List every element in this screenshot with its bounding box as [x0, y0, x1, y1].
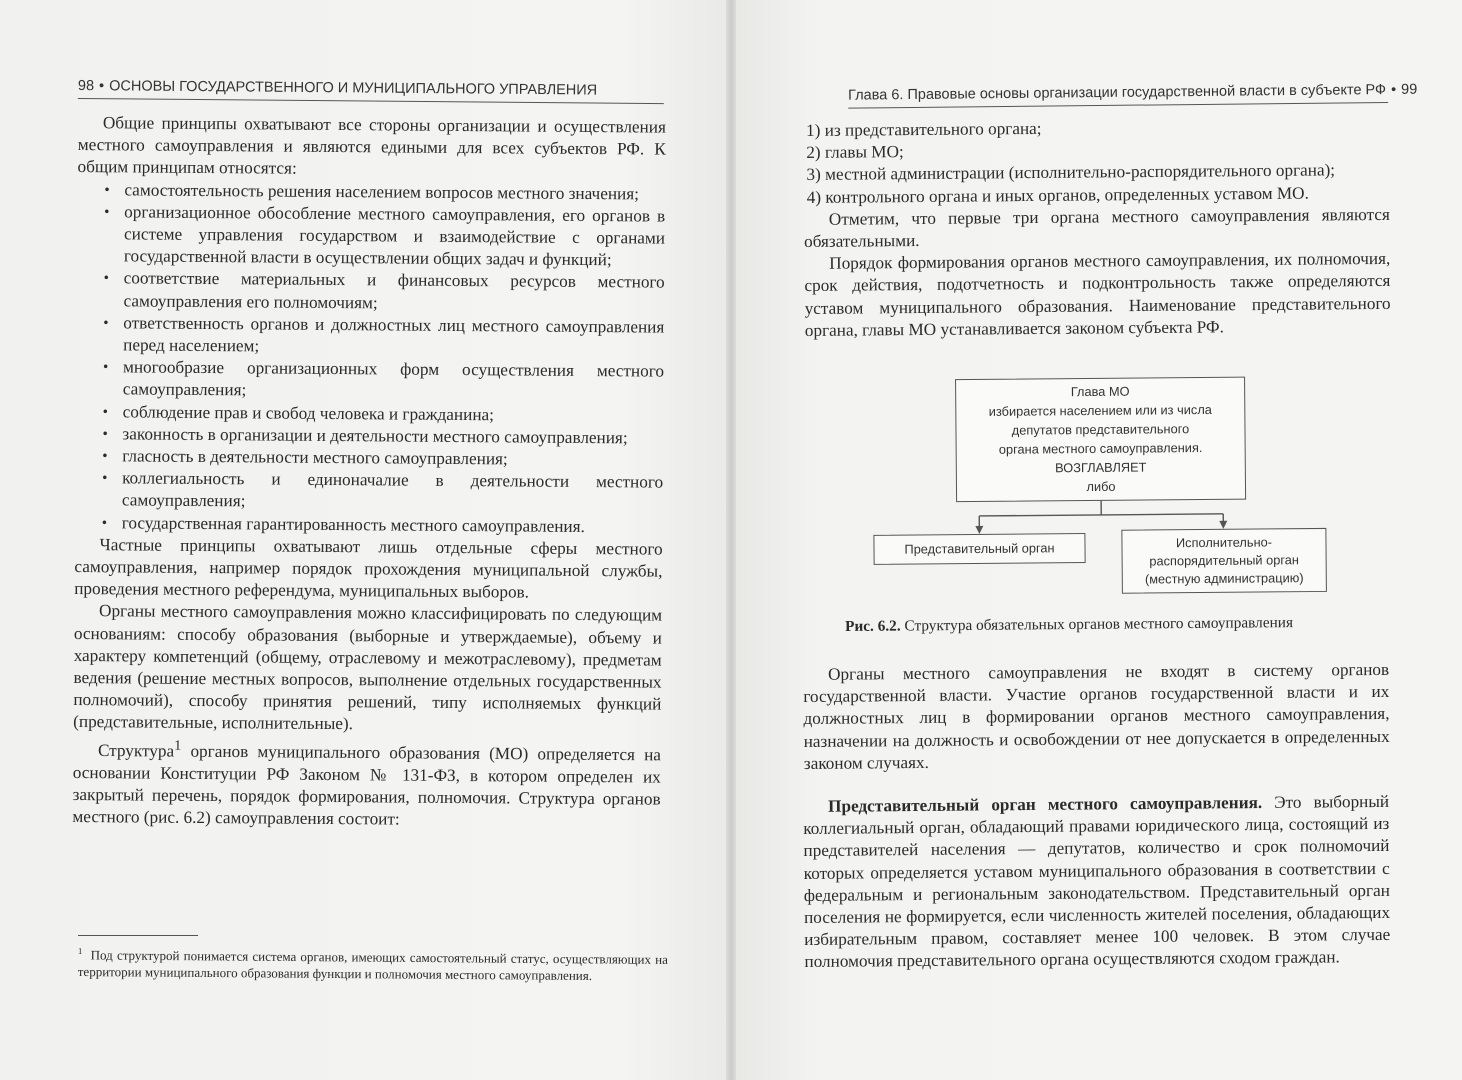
intro-paragraph: Общие принципы охватывают все стороны организации и осуществления местного самоуправления и являются едиными для всех субъектов РФ. К общим принципам относятся:: [77, 113, 666, 179]
head-mo-title: Глава МО: [1070, 383, 1130, 400]
executive-organ-line: (местную администрацию): [1144, 570, 1304, 587]
arrow-right-icon: [1219, 521, 1227, 529]
structure-paragraph: [72, 734, 661, 833]
bullet-separator: •: [1390, 81, 1397, 98]
right-body: [803, 115, 1391, 342]
footnote: [78, 943, 668, 985]
not-in-system-block: [803, 659, 1390, 775]
list-item: • самостоятельность решения населением вопросов местного значения;: [124, 179, 665, 205]
representative-organ-text: Это выборный коллегиальный орган, обладающий правами юридического лица, состоящий из представителей населения — депутатов, количество и срок полномочий которых определяется уставом муниципального образования в соответствии с федеральным и региональным законодательством. Представительный орган поселения не формируется, если численность жителей поселения, обладающих избирательным правом, составляет менее 100 человек. В этом случае полномочия представительного органа осуществляются сходом граждан.: [803, 791, 1391, 972]
list-item: • ответственность органов и должностных лиц местного самоуправления перед населением;: [123, 312, 664, 361]
list-item: • государственная гарантированность местного самоуправления.: [122, 512, 663, 538]
list-item: • многообразие организационных форм осуществления местного самоуправления;: [123, 357, 664, 406]
left-page-number: 98: [77, 78, 95, 95]
not-in-system-paragraph: Органы местного самоуправления не входят в систему органов государственной власти. Участие органов государственной власти и их должностных лиц в формировании органов местного самоуправления, назначении на должность и освобождении от нее допускается в определенных законом случаях.: [803, 659, 1390, 773]
organs-list: [803, 115, 1390, 209]
footnote-text: Под структурой понимается система органов, имеющих самостоятельный статус, осуществляющих на территории муниципального образования функции и полномочия местного самоуправления.: [77, 947, 668, 984]
head-mo-line: депутатов представительного: [1011, 421, 1190, 438]
list-item: • соблюдение прав и свобод человека и гражданина;: [123, 401, 664, 427]
figure-label: Рис. 6.2.: [845, 617, 901, 635]
head-mo-line: ВОЗГЛАВЛЯЕТ: [1055, 459, 1147, 476]
head-mo-line: органа местного самоуправления.: [998, 440, 1203, 457]
principles-list: [75, 179, 666, 539]
executive-organ-line: распорядительный орган: [1149, 552, 1299, 569]
arrow-left-icon: [975, 526, 983, 534]
list-item: • гласность в деятельности местного самоуправления;: [122, 445, 663, 471]
private-principles-paragraph: Частные принципы охватывают лишь отдельные сферы местного самоуправления, например порядок прохождения муниципальной службы, проведения местного референдума, муниципальных выборов.: [74, 535, 663, 602]
executive-organ-box: [1121, 528, 1327, 594]
bullet-separator: •: [99, 78, 105, 95]
list-item: 2) главы МО;: [806, 142, 904, 163]
representative-organ-box: Представительный орган: [873, 533, 1085, 565]
book-gutter: [726, 0, 736, 1080]
list-item: • соответствие материальных и финансовых ресурсов местного самоуправления его полномочиям;: [123, 268, 664, 317]
representative-organ-paragraph: [803, 791, 1391, 974]
representative-organ-term: Представительный орган местного самоуправления.: [828, 792, 1263, 816]
classification-paragraph: Органы местного самоуправления можно классифицировать по следующим основаниям: способу образования (выборные и утверждаемые), объему и характеру компетенций (общему, отраслевому и межотраслевому), предметам ведения (решение местных вопросов, выполнение отдельных государственных полномочий), способу принятия решений, типу исполняемых функций (представительные, исполнительные).: [73, 601, 663, 734]
right-page-number: 99: [1401, 81, 1418, 98]
list-item: 4) контрольного органа и иных органов, определенных уставом МО.: [806, 183, 1309, 207]
list-item: • организационное обособление местного самоуправления, его органов в системе управления государством и взаимодействие с органами государственной власти в осуществлении общих задач и функций;: [124, 201, 666, 272]
head-mo-line: либо: [1086, 478, 1116, 495]
list-item: • законность в организации и деятельности местного самоуправления;: [122, 423, 663, 449]
mandatory-note-paragraph: Отметим, что первые три органа местного самоуправления являются обязательными.: [803, 204, 1390, 252]
structure-word: Структура: [97, 740, 175, 761]
figure-caption-text: Структура обязательных органов местного самоуправления: [904, 614, 1294, 635]
head-mo-line: избирается населением или из числа: [988, 401, 1212, 419]
list-item: 3) местной администрации (исполнительно-распорядительного органа);: [806, 160, 1336, 185]
structure-paragraph-rest: органов муниципального образования (МО) определяется на основании Конституции РФ Законом № 131-ФЗ, в котором определен их закрытый перечень, порядок формирования, полномочия. Структура органов местного (рис. 6.2) самоуправления состоит:: [72, 741, 662, 829]
list-item: • коллегиальность и единоначалие в деятельности местного самоуправления;: [122, 468, 663, 517]
structure-diagram: [860, 371, 1342, 595]
representative-organ-block: [803, 791, 1391, 974]
left-body: [72, 112, 666, 833]
footnote-number: 1: [77, 945, 83, 957]
right-header-title: Глава 6. Правовые основы организации государственной власти в субъекте РФ: [848, 82, 1387, 104]
footnote-divider: [78, 935, 198, 936]
executive-organ-line: Исполнительно-: [1175, 534, 1273, 551]
head-mo-box: [955, 377, 1246, 503]
formation-order-paragraph: Порядок формирования органов местного самоуправления, их полномочия, срок действия, подотчетность и подконтрольность также определяются уставом муниципального образования. Наименование представительного органа, главы МО устанавливается законом субъекта РФ.: [804, 249, 1391, 340]
footnote-marker[interactable]: 1: [174, 737, 182, 754]
left-header-title: ОСНОВЫ ГОСУДАРСТВЕННОГО И МУНИЦИПАЛЬНОГО УПРАВЛЕНИЯ: [109, 78, 598, 99]
list-item: 1) из представительного органа;: [806, 118, 1042, 140]
